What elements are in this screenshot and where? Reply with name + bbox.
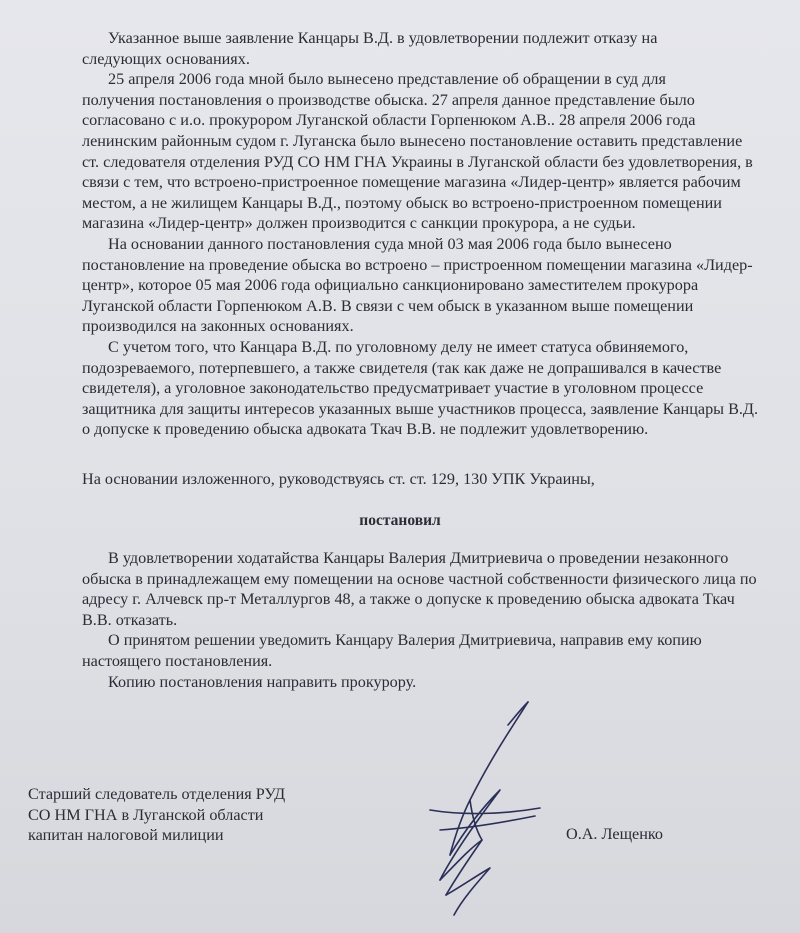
text-line: На основании данного постановления суда мной 03 мая 2006 года было вынесено (108, 234, 672, 253)
text-line: настоящего постановления. (82, 651, 273, 670)
text-line: получения постановления о производстве обыска. 27 апреля данное представление было (82, 90, 695, 109)
decision-heading: постановил (359, 512, 441, 529)
paragraph-rejection (82, 28, 772, 69)
paragraph-search-order (82, 234, 772, 337)
text-line: подозреваемого, потерпевшего, а также свидетеля (так как даже не допрашивался в качестве (82, 358, 722, 377)
text-line: Копию постановления направить прокурору. (108, 672, 417, 691)
legal-basis: На основании изложенного, руководствуясь ст. ст. 129, 130 УПК Украины, (82, 470, 595, 488)
decision-section (82, 548, 772, 692)
text-line: Луганской области Горпенюком А.В. В связи с чем обыск в указанном выше помещении (82, 296, 694, 315)
text-line: ленинским районным судом г. Луганска было вынесено постановление оставить представление (82, 131, 743, 150)
document-body (82, 28, 772, 440)
text-line: постановление на проведение обыска во встроено – пристроенном помещении магазина «Лидер- (82, 255, 753, 274)
text-line: С учетом того, что Канцара В.Д. по уголовному делу не имеет статуса обвиняемого, (108, 337, 689, 356)
position-line: капитан налоговой милиции (28, 826, 224, 845)
paragraph-status (82, 337, 772, 440)
text-line: связи с тем, что встроено-пристроенное помещение магазина «Лидер-центр» является рабочим (82, 173, 741, 192)
text-line: защитника для защиты интересов указанных выше участников процесса, заявление Канцары В.Д. (82, 399, 759, 418)
signatory-name: О.А. Лещенко (566, 825, 664, 843)
signatory-position (28, 784, 285, 846)
position-line: СО НМ ГНА в Луганской области (28, 805, 264, 824)
text-line: адресу г. Алчевск пр-т Металлургов 48, а также о допуске к проведению обыска адвоката Ткач (82, 590, 735, 609)
text-line: В.В. отказать. (82, 610, 178, 629)
text-line: свидетеля), а уголовное законодательство предусматривает участие в уголовном процессе (82, 379, 704, 398)
text-line: согласовано с и.о. прокурором Луганской области Горпенюком А.В.. 28 апреля 2006 года (82, 111, 696, 130)
text-line: В удовлетворении ходатайства Канцары Валерия Дмитриевича о проведении незаконного (108, 549, 729, 567)
text-line: ст. следователя отделения РУД СО НМ ГНА Украины в Луганской области без удовлетворения, в (82, 152, 753, 171)
handwritten-signature (410, 690, 590, 930)
text-line: 25 апреля 2006 года мной было вынесено представление об обращении в суд для (108, 70, 666, 89)
paragraph-court-history (82, 69, 772, 234)
text-line: магазина «Лидер-центр» должен производится с санкции прокурора, а не судьи. (82, 214, 636, 233)
text-line: местом, а не жилищем Канцары В.Д., поэтому обыск во встроено-пристроенном помещении (82, 193, 722, 212)
text-line: о допуске к проведению обыска адвоката Ткач В.В. не подлежит удовлетворению. (82, 420, 649, 439)
text-line: обыска в принадлежащем ему помещении на основе частной собственности физического лица по (82, 569, 757, 588)
text-line: следующих основаниях. (82, 49, 250, 68)
decision-paragraph-notify (82, 630, 772, 671)
text-line: О принятом решении уведомить Канцару Валерия Дмитриевича, направив ему копию (108, 631, 702, 650)
text-line: Указанное выше заявление Канцары В.Д. в удовлетворении подлежит отказу на (108, 29, 658, 47)
position-line: Старший следователь отделения РУД (28, 785, 286, 803)
text-line: производился на законных основаниях. (82, 317, 354, 336)
text-line: центр», которое 05 мая 2006 года официально санкционировано заместителем прокурора (82, 276, 699, 295)
decision-paragraph-refusal (82, 548, 772, 630)
